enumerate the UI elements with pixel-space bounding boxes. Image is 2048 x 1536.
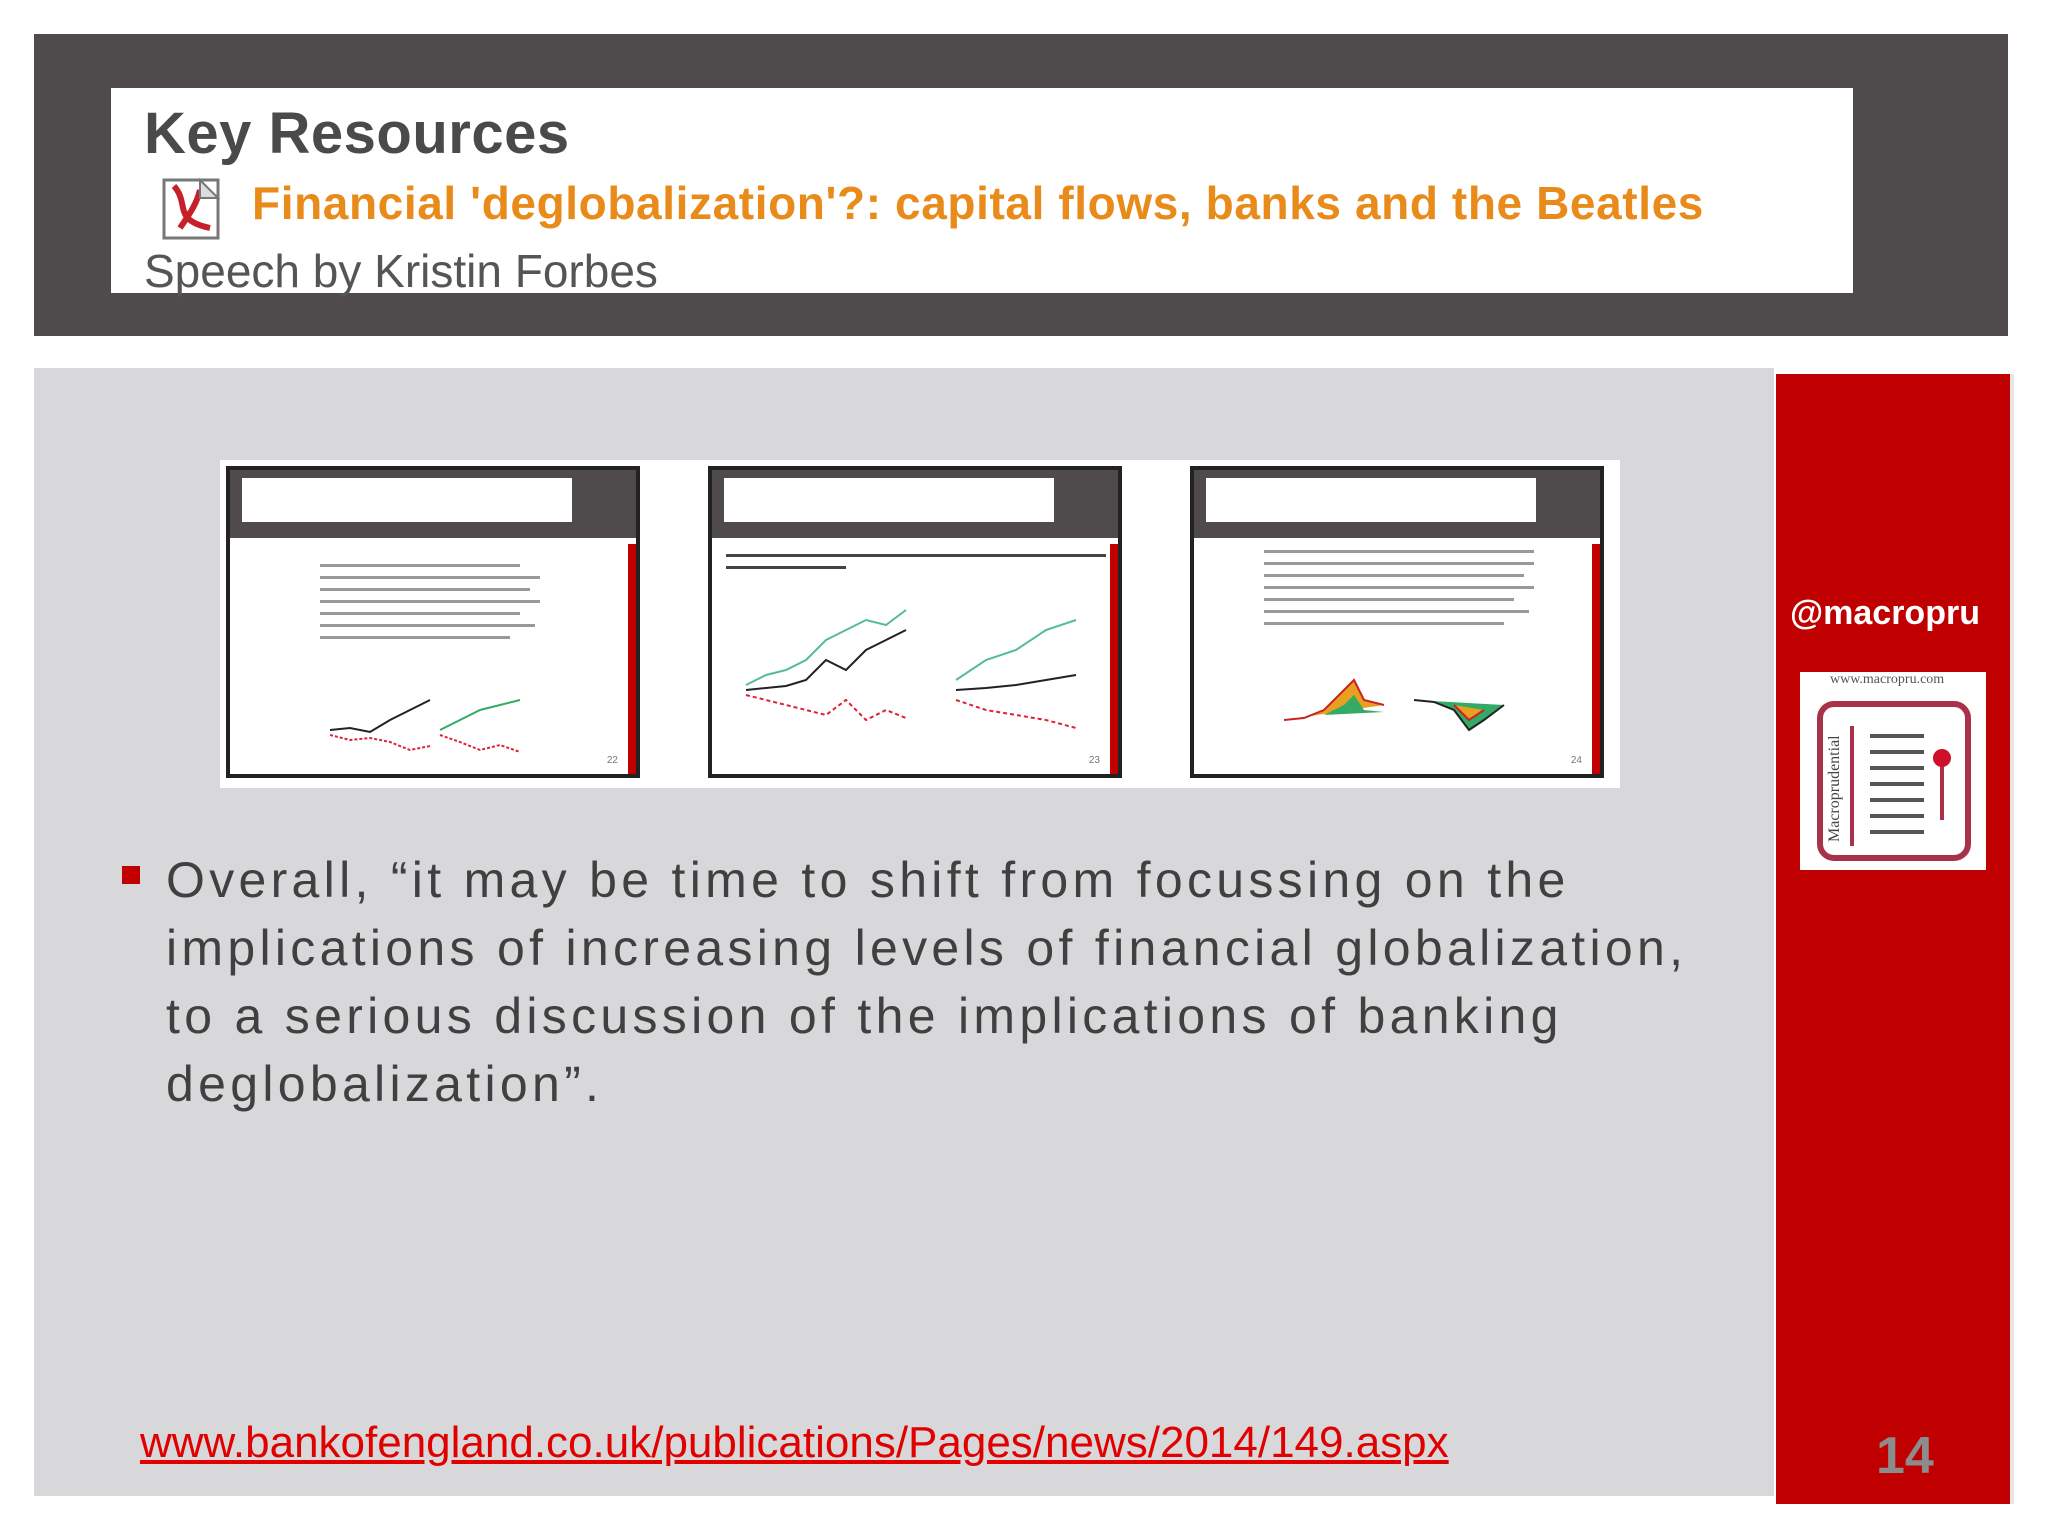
thumbnail-text-line [320, 624, 535, 627]
thumbnail-sidebar [1592, 544, 1600, 778]
thumbnail-page-number: 24 [1570, 755, 1582, 766]
sidebar-edge [2010, 374, 2014, 1504]
thumbnail-text-line [320, 600, 540, 603]
key-resources-title: Key Resources [144, 101, 570, 166]
right-sidebar [1776, 374, 2010, 1504]
thumbnail-chart [330, 680, 530, 760]
slide-thumbnail[interactable] [226, 466, 640, 778]
thumbnail-text-line [726, 554, 1106, 557]
speech-pdf-link[interactable]: Financial 'deglobalization'?: capital flows, banks and the Beatles [252, 177, 1704, 229]
speech-author: Speech by Kristin Forbes [144, 245, 658, 297]
slide-number: 14 [1876, 1427, 1934, 1485]
thumbnail-text-line [1264, 598, 1514, 601]
logo-url-text: www.macropru.com [1830, 672, 1945, 687]
thumbnail-sidebar [1110, 544, 1118, 778]
thumbnail-text-line [1264, 610, 1529, 613]
thumbnail-text-line [1264, 562, 1534, 565]
thumbnail-chart [1284, 660, 1524, 750]
slide-thumbnail[interactable] [1190, 466, 1604, 778]
thumbnail-text-line [1264, 550, 1534, 553]
thumbnail-text-line [320, 636, 510, 639]
thumbnail-text-line [726, 566, 846, 569]
thumbnail-text-line [320, 588, 530, 591]
thumbnail-chart [726, 590, 1106, 740]
thumbnail-text-line [1264, 586, 1534, 589]
twitter-handle[interactable]: @macropru [1790, 594, 1980, 632]
bullet-marker [122, 866, 140, 884]
thumbnail-header-panel [724, 478, 1054, 522]
thumbnail-sidebar [628, 544, 636, 778]
thumbnail-page-number: 22 [606, 755, 618, 766]
thumbnail-text-line [1264, 622, 1504, 625]
thumbnail-text-line [320, 564, 520, 567]
thumbnail-text-line [320, 576, 540, 579]
bank-of-england-link[interactable]: www.bankofengland.co.uk/publications/Pages/news/2014/149.aspx [140, 1418, 1449, 1467]
pdf-icon[interactable] [160, 176, 232, 242]
bullet-quote-text: Overall, “it may be time to shift from focussing on the implications of increasing levels of financial globalization, to a serious discussion of the implications of banking deglobalization”. [166, 852, 1688, 1112]
thumbnail-text-line [1264, 574, 1524, 577]
thumbnail-text-line [320, 612, 520, 615]
logo-side-text: Macroprudential [1826, 735, 1843, 842]
thumbnail-header-panel [1206, 478, 1536, 522]
thumbnail-header-panel [242, 478, 572, 522]
thumbnail-page-number: 23 [1088, 755, 1100, 766]
slide-thumbnail[interactable] [708, 466, 1122, 778]
